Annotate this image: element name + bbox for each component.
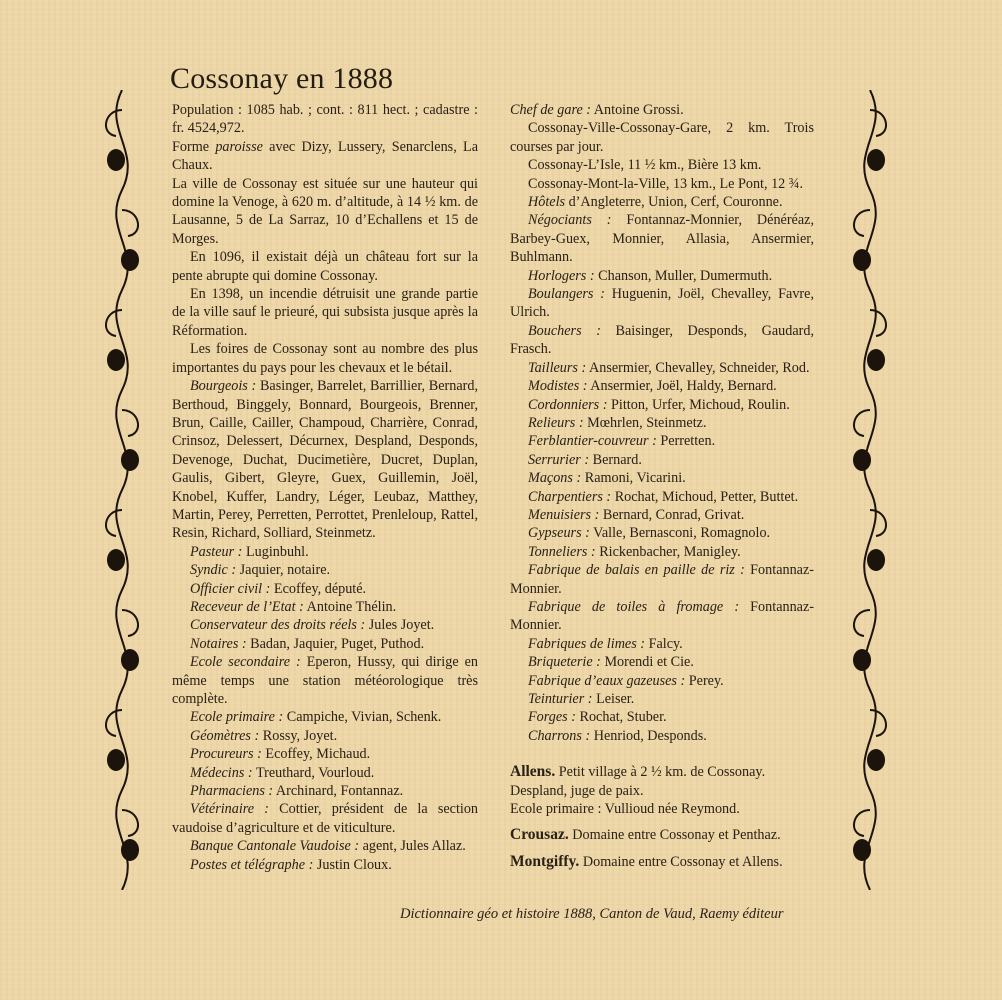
entry-label: Ecole secondaire :	[190, 654, 301, 671]
train-paragraph	[510, 119, 814, 156]
entry-text: Fontannaz-Monnier.	[510, 562, 814, 597]
left-column	[172, 101, 478, 874]
entry-label: Gypseurs :	[528, 525, 590, 542]
entry-label: Ferblantier-couvreur :	[528, 433, 657, 450]
history-paragraph	[172, 285, 478, 340]
entry-label: Bourgeois :	[190, 378, 257, 395]
entry-text: Rochat, Stuber.	[579, 709, 667, 726]
directory-entry	[510, 101, 814, 119]
entry-text: Baisinger, Desponds, Gaudard, Frasch.	[510, 322, 814, 358]
entry-label: Pasteur :	[190, 543, 243, 560]
directory-entry	[510, 451, 814, 469]
entry-text: Mœhrlen, Steinmetz.	[587, 414, 707, 431]
entry-label: Médecins :	[190, 764, 253, 781]
directory-entry	[510, 653, 814, 671]
place-name: Crousaz.	[510, 826, 569, 844]
entry-text: Badan, Jaquier, Puget, Puthod.	[250, 635, 425, 652]
italic-term: paroisse	[215, 138, 263, 155]
entry-label: Chef de gare :	[510, 102, 592, 118]
entry-label: Ecole primaire :	[190, 709, 284, 726]
paragraph-text: Cossonay-L’Isle, 11 ½ km., Bière 13 km.	[528, 157, 762, 174]
entry-label: Boulangers :	[528, 286, 605, 303]
place-line	[510, 782, 814, 800]
entry-label: Bouchers :	[528, 322, 601, 339]
entry-text: Jaquier, notaire.	[239, 562, 331, 579]
entry-text: Fontannaz-Monnier, Dénéréaz, Barbey-Guex, Monnier, Allasia, Ansermier, Buhlmann.	[510, 212, 814, 266]
paragraph-text: La ville de Cossonay est située sur une hauteur qui domine la Venoge, à 620 m. d’altitude, à 14 ½ km. de Lausanne, 5 de La Sarraz, 10 d’Echallens et 15 de Morges.	[172, 175, 478, 247]
paragraph-text: En 1398, un incendie détruisit une grande partie de la ville sauf le prieuré, qui subsista jusque après la Réformation.	[172, 286, 478, 339]
entry-text: Archinard, Fontannaz.	[275, 783, 404, 800]
place-entry-allens	[510, 763, 814, 781]
entry-text: Antoine Thélin.	[306, 598, 397, 615]
train-paragraph	[510, 156, 814, 174]
entry-label: Conservateur des droits réels :	[190, 617, 366, 634]
entry-label: Cordonniers :	[528, 396, 608, 413]
entry-label: Postes et télégraphe :	[190, 856, 314, 873]
place-text: Petit village à 2 ½ km. de Cossonay.	[558, 764, 766, 781]
directory-entry	[172, 837, 478, 855]
directory-entry	[172, 745, 478, 763]
entry-text: Justin Cloux.	[316, 856, 392, 873]
place-name: Montgiffy.	[510, 852, 580, 870]
entry-label: Serrurier :	[528, 451, 590, 468]
directory-entry	[510, 193, 814, 211]
entry-label: Forges :	[528, 709, 576, 726]
place-text: Domaine entre Cossonay et Penthaz.	[572, 827, 781, 844]
directory-entry	[172, 653, 478, 708]
source-caption: Dictionnaire géo et histoire 1888, Canton de Vaud, Raemy éditeur	[400, 906, 784, 922]
directory-entry	[172, 543, 478, 561]
directory-entry	[510, 690, 814, 708]
entry-text: Chanson, Muller, Dumermuth.	[598, 267, 773, 284]
directory-entry	[510, 322, 814, 359]
entry-text: d’Angleterre, Union, Cerf, Couronne.	[568, 194, 783, 211]
directory-entry	[510, 359, 814, 377]
directory-entry	[172, 708, 478, 726]
entry-text: Rickenbacher, Manigley.	[599, 543, 741, 560]
right-column	[510, 101, 814, 871]
parish-paragraph	[172, 138, 478, 175]
entry-label: Receveur de l’Etat :	[190, 598, 304, 615]
entry-label: Charpentiers :	[528, 488, 612, 505]
paragraph-text: Forme	[172, 138, 216, 155]
entry-text: Eperon, Hussy, qui dirige en même temps une station météorologique très complète.	[172, 654, 479, 707]
directory-entry	[172, 764, 478, 782]
directory-entry	[172, 727, 478, 745]
directory-entry	[172, 580, 478, 598]
entry-text: agent, Jules Allaz.	[362, 838, 466, 855]
entry-label: Procureurs :	[190, 746, 262, 763]
entry-text: Basinger, Barrelet, Barrillier, Bernard, Berthoud, Binggely, Bonnard, Bourgeois, Brenner, Brun, Caille, Cailler, Champoud, Charrière, Conrad, Crinsoz, Delessert, Décurnex, Despland, Desponds, Devenoge, Duchat, Ducimetière, Ducret, Duplan, Gaulis, Gibert, Gleyre, Guex, Guillemin, Joël, Knobel, Kuffer, Landry, Léger, Leubaz, Matthey, Martin, Perey, Perretten, Perrottet, Prenleloup, Rattel, Resin, Richard, Solliard, Steinmetz.	[172, 378, 478, 542]
entry-label: Tonneliers :	[528, 543, 596, 560]
spacer	[510, 818, 814, 826]
entry-text: Bernard, Conrad, Grivat.	[602, 506, 745, 523]
population-paragraph	[172, 101, 478, 138]
entry-text: Huguenin, Joël, Chevalley, Favre, Ulrich.	[510, 286, 814, 321]
place-name: Allens.	[510, 763, 556, 781]
place-text: Ecole primaire : Vullioud née Reymond.	[510, 801, 740, 818]
entry-text: Ansermier, Joël, Haldy, Bernard.	[590, 378, 777, 395]
entry-text: Perretten.	[660, 433, 716, 450]
entry-label: Fabrique de toiles à fromage :	[528, 598, 740, 615]
entry-label: Maçons :	[528, 470, 582, 487]
entry-label: Briqueterie :	[528, 654, 601, 671]
entry-text: Pitton, Urfer, Michoud, Roulin.	[611, 396, 790, 413]
entry-label: Banque Cantonale Vaudoise :	[190, 838, 360, 855]
entry-text: Campiche, Vivian, Schenk.	[286, 709, 442, 726]
entry-text: Ecoffey, Michaud.	[265, 746, 371, 763]
entry-text: Ramoni, Vicarini.	[584, 470, 686, 487]
entry-label: Relieurs :	[528, 414, 584, 431]
entry-text: Falcy.	[648, 635, 683, 652]
place-text: Despland, juge de paix.	[510, 782, 644, 799]
entry-text: Morendi et Cie.	[604, 654, 694, 671]
directory-entry	[510, 561, 814, 598]
directory-entry	[510, 672, 814, 690]
entry-text: Bernard.	[592, 451, 642, 468]
entry-label: Vétérinaire :	[190, 801, 269, 818]
entry-text: Cottier, président de la section vaudoise d’agriculture et de viticulture.	[172, 801, 479, 836]
entry-label: Charrons :	[528, 727, 591, 744]
directory-entry	[172, 377, 478, 543]
directory-entry	[510, 432, 814, 450]
entry-text: Jules Joyet.	[368, 617, 435, 634]
entry-text: Fontannaz-Monnier.	[510, 598, 814, 634]
location-paragraph	[172, 175, 478, 249]
paragraph-text: Cossonay-Ville-Cossonay-Gare, 2 km. Trois courses par jour.	[510, 120, 814, 155]
paragraph-text: Les foires de Cossonay sont au nombre des plus importantes du pays pour les chevaux et le bétail.	[172, 341, 478, 376]
entry-label: Modistes :	[528, 378, 588, 395]
directory-entry	[510, 211, 814, 266]
entry-text: Rossy, Joyet.	[262, 727, 338, 744]
entry-label: Menuisiers :	[528, 506, 600, 523]
directory-entry	[510, 377, 814, 395]
scroll-ornament-right	[840, 90, 900, 890]
entry-text: Antoine Grossi.	[593, 102, 684, 118]
directory-entry	[172, 561, 478, 579]
spacer	[510, 845, 814, 853]
entry-label: Fabrique d’eaux gazeuses :	[528, 672, 686, 689]
entry-label: Géomètres :	[190, 727, 260, 744]
paragraph-text: Population : 1085 hab. ; cont. : 811 hect. ; cadastre : fr. 4524,972.	[172, 102, 478, 137]
entry-text: Valle, Bernasconi, Romagnolo.	[593, 525, 771, 542]
directory-entry	[510, 598, 814, 635]
entry-label: Fabriques de limes :	[528, 635, 646, 652]
place-entry-crousaz	[510, 826, 814, 844]
entry-label: Tailleurs :	[528, 359, 587, 376]
directory-entry	[172, 782, 478, 800]
directory-entry	[172, 616, 478, 634]
entry-text: Rochat, Michoud, Petter, Buttet.	[614, 488, 799, 505]
directory-entry	[510, 396, 814, 414]
entry-label: Horlogers :	[528, 267, 595, 284]
directory-entry	[172, 598, 478, 616]
directory-entry	[172, 635, 478, 653]
fairs-paragraph	[172, 340, 478, 377]
directory-entry	[172, 800, 478, 837]
directory-entry	[510, 285, 814, 322]
entry-text: Leiser.	[596, 691, 635, 707]
entry-label: Notaires :	[190, 635, 247, 652]
entry-text: Ansermier, Chevalley, Schneider, Rod.	[588, 359, 810, 376]
directory-entry	[510, 708, 814, 726]
entry-label: Teinturier :	[528, 691, 593, 707]
entry-text: Perey.	[688, 672, 724, 689]
entry-text: Luginbuhl.	[245, 543, 309, 560]
paragraph-text: Cossonay-Mont-la-Ville, 13 km., Le Pont, 12 ¾.	[528, 175, 803, 192]
entry-label: Syndic :	[190, 562, 237, 579]
spacer	[510, 745, 814, 763]
place-entry-montgiffy	[510, 853, 814, 871]
directory-entry	[510, 727, 814, 745]
entry-text: Ecoffey, député.	[273, 580, 367, 597]
entry-label: Officier civil :	[190, 580, 271, 597]
directory-entry	[510, 469, 814, 487]
paragraph-text: avec Dizy, Lussery, Senarclens, La Chaux.	[172, 138, 478, 174]
entry-label: Fabrique de balais en paille de riz :	[528, 562, 745, 579]
directory-entry	[510, 543, 814, 561]
directory-entry	[510, 506, 814, 524]
directory-entry	[510, 635, 814, 653]
place-text: Domaine entre Cossonay et Allens.	[582, 853, 783, 870]
entry-label: Négociants :	[528, 212, 612, 229]
entry-label: Hôtels	[528, 194, 566, 211]
train-paragraph	[510, 175, 814, 193]
scroll-ornament-left	[92, 90, 152, 890]
entry-text: Henriod, Desponds.	[593, 727, 707, 744]
directory-entry	[510, 488, 814, 506]
directory-entry	[172, 856, 478, 874]
page-title: Cossonay en 1888	[170, 62, 394, 95]
entry-text: Treuthard, Vourloud.	[255, 764, 375, 781]
place-line	[510, 800, 814, 818]
history-paragraph	[172, 248, 478, 285]
directory-entry	[510, 414, 814, 432]
entry-label: Pharmaciens :	[190, 783, 274, 800]
directory-entry	[510, 267, 814, 285]
paragraph-text: En 1096, il existait déjà un château fort sur la pente abrupte qui domine Cossonay.	[172, 249, 478, 284]
directory-entry	[510, 524, 814, 542]
